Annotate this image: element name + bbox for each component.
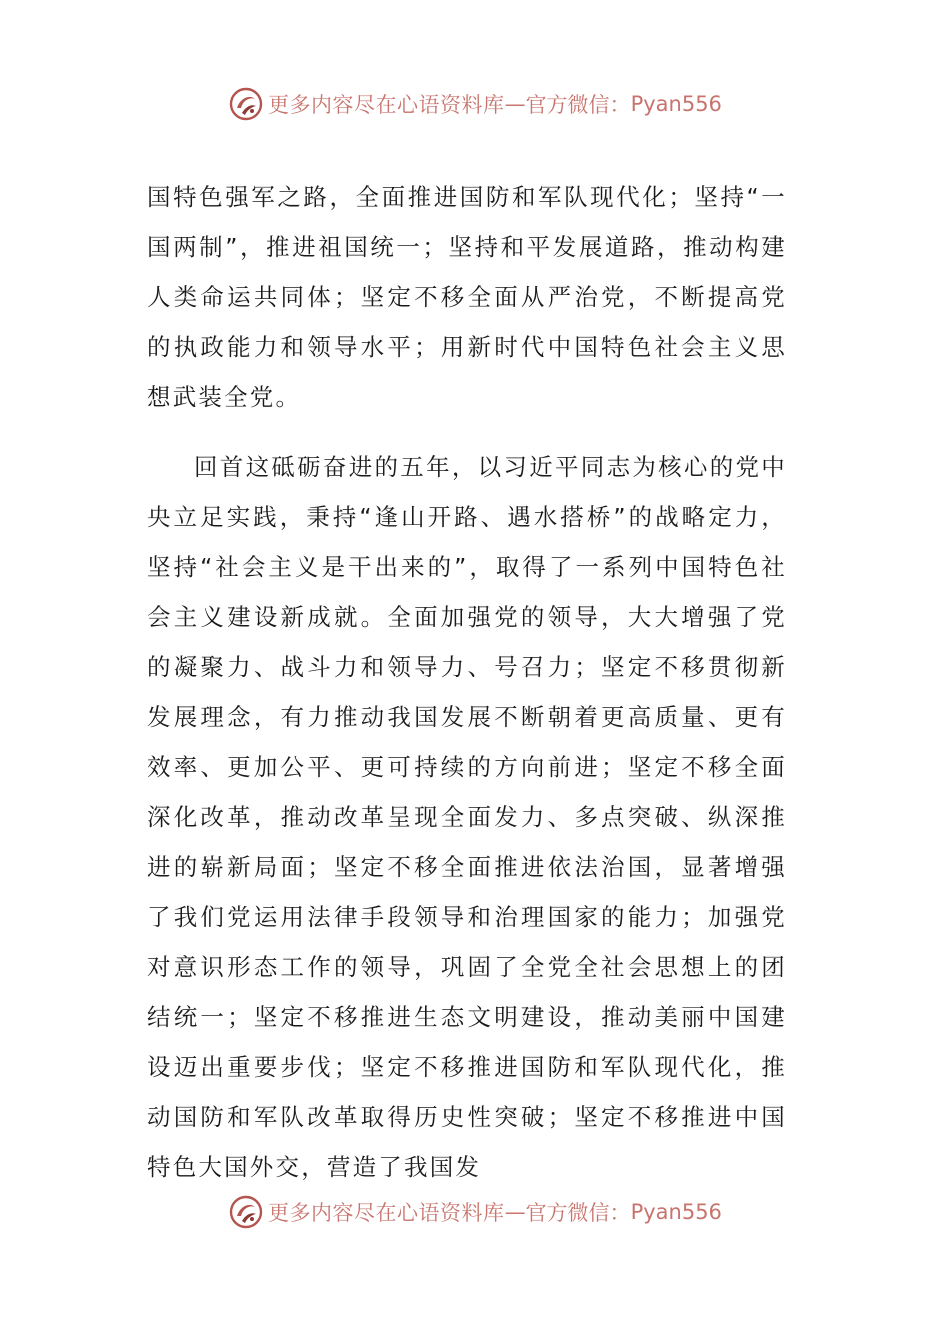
- banner-dash: —: [504, 92, 526, 116]
- paragraph-1: 国特色强军之路，全面推进国防和军队现代化；坚持“一国两制”，推进祖国统一；坚持和平发展道路，推动构建人类命运共同体；坚定不移全面从严治党，不断提高党的执政能力和领导水平；用新时代中国特色社会主义思想武装全党。: [147, 183, 787, 411]
- banner-wechat-id: Pyan556: [630, 1200, 722, 1224]
- swirl-logo-icon: [228, 1194, 264, 1230]
- footer-watermark-banner: [0, 1190, 950, 1234]
- paragraph-2: 回首这砥砺奋进的五年，以习近平同志为核心的党中央立足实践，秉持“逢山开路、遇水搭桥”的战略定力，坚持“社会主义是干出来的”，取得了一系列中国特色社会主义建设新成就。全面加强党的领导，大大增强了党的凝聚力、战斗力和领导力、号召力；坚定不移贯彻新发展理念，有力推动我国发展不断朝着更高质量、更有效率、更加公平、更可持续的方向前进；坚定不移全面深化改革，推动改革呈现全面发力、多点突破、纵深推进的崭新局面；坚定不移全面推进依法治国，显著增强了我们党运用法律手段领导和治理国家的能力；加强党对意识形态工作的领导，巩固了全党全社会思想上的团结统一；坚定不移推进生态文明建设，推动美丽中国建设迈出重要步伐；坚定不移推进国防和军队现代化，推动国防和军队改革取得历史性突破；坚定不移推进中国特色大国外交，营造了我国发: [147, 453, 787, 1181]
- document-body: [147, 172, 787, 1192]
- banner-wechat-id: Pyan556: [630, 92, 722, 116]
- banner-text: 更多内容尽在心语资料库: [268, 1201, 505, 1225]
- banner-dash: —: [504, 1200, 526, 1224]
- banner-text: 更多内容尽在心语资料库: [268, 93, 505, 117]
- banner-wechat-label: 官方微信：: [525, 1201, 631, 1225]
- header-watermark-banner: [0, 82, 950, 126]
- swirl-logo-icon: [228, 86, 264, 122]
- banner-wechat-label: 官方微信：: [525, 93, 631, 117]
